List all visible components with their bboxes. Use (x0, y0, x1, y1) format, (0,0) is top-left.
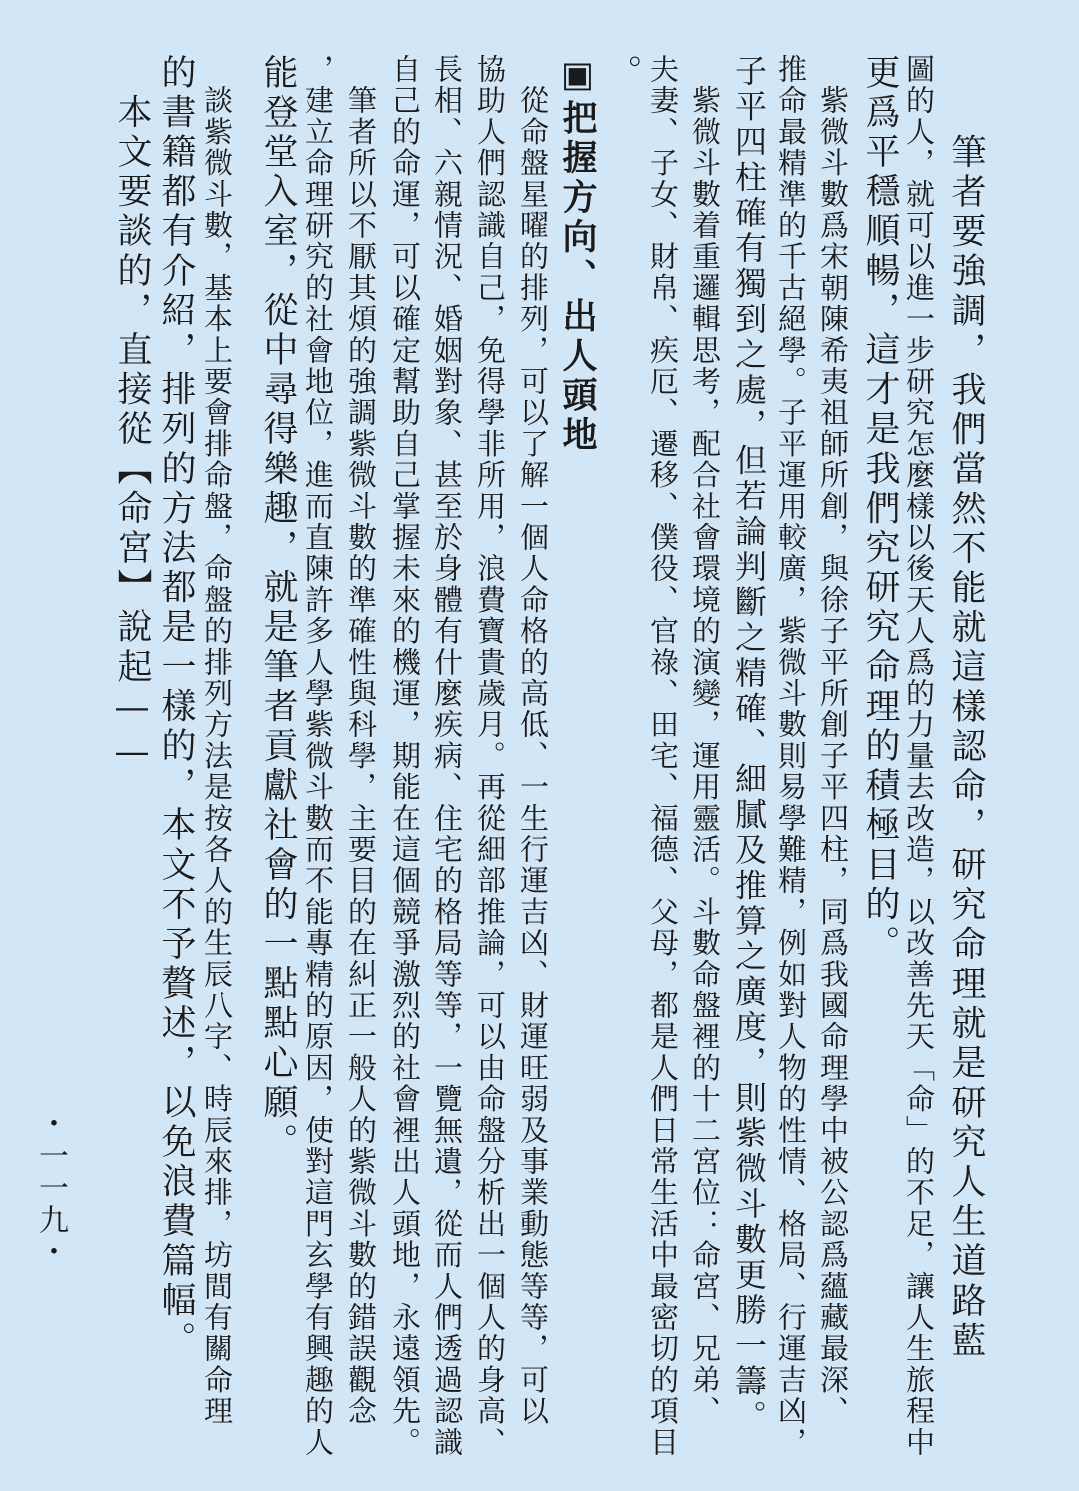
text-column-2: 圖的人，就可以進一步研究怎麼樣以後天人爲的力量去改造，以改善先天「命」的不足，讓人生旅程中 (902, 54, 936, 1458)
text-column-9: 。 (602, 54, 642, 94)
text-column-3: 更爲平穩順暢，這才是我們究研究命理的積極目的。 (860, 54, 900, 965)
text-column-8: 夫妻、子女、財帛、疾厄、遷移、僕役、官祿、田宅、福德、父母，都是人們日常生活中最密切的項目 (646, 54, 680, 1458)
text-column-17: 能登堂入室，從中尋得樂趣，就是筆者貢獻社會的一點點心願。 (258, 54, 298, 1163)
text-column-11: 從命盤星曜的排列，可以了解一個人命格的高低、一生行運吉凶、財運旺弱及事業動態等等，可以 (516, 54, 550, 1427)
text-column-5: 推命最精準的千古絕學。子平運用較廣，紫微斗數則易學難精，例如對人物的性情、格局、行運吉凶， (774, 54, 808, 1458)
text-column-20: 本文要談的，直接從【命宮】說起—— (112, 54, 152, 777)
text-column-4: 紫微斗數爲宋朝陳希夷祖師所創，與徐子平所創子平四柱，同爲我國命理學中被公認爲蘊藏最深、 (816, 54, 850, 1427)
text-column-7: 紫微斗數着重邏輯思考，配合社會環境的演變，運用靈活。斗數命盤裡的十二宮位：命宮、兄弟、 (688, 54, 722, 1427)
text-column-1: 筆者要強調，我們當然不能就這樣認命，研究命理就是研究人生道路藍 (946, 94, 986, 1362)
text-column-6: 子平四柱確有獨到之處，但若論判斷之精確、細膩及推算之廣度，則紫微斗數更勝一籌。 (730, 54, 768, 1435)
text-column-19: 的書籍都有介紹，排列的方法都是一樣的，本文不予贅述，以免浪費篇幅。 (156, 54, 196, 1361)
text-column-12: 協助人們認識自己，免得學非所用，浪費寶貴歲月。再從細部推論，可以由命盤分析出一個人的身高、 (473, 54, 507, 1458)
text-column-15: 筆者所以不厭其煩的強調紫微斗數的準確性與科學，主要目的在糾正一般人的紫微斗數的錯誤觀念 (344, 54, 378, 1427)
section-heading: ▣把握方向、出人頭地 (557, 54, 598, 456)
page-number: ・一一九・ (33, 1108, 68, 1268)
text-column-16: ，建立命理研究的社會地位，進而直陳許多人學紫微斗數而不能專精的原因，使對這門玄學有興趣的人 (301, 54, 335, 1458)
text-column-14: 自己的命運，可以確定幫助自己掌握未來的機運，期能在這個競爭激烈的社會裡出人頭地，永遠領先。 (388, 54, 422, 1458)
text-column-13: 長相、六親情況、婚姻對象、甚至於身體有什麼疾病、住宅的格局等等，一覽無遺，從而人們透過認識 (430, 54, 464, 1458)
text-column-18: 談紫微斗數，基本上要會排命盤，命盤的排列方法是按各人的生辰八字、時辰來排，坊間有關命理 (200, 54, 234, 1427)
